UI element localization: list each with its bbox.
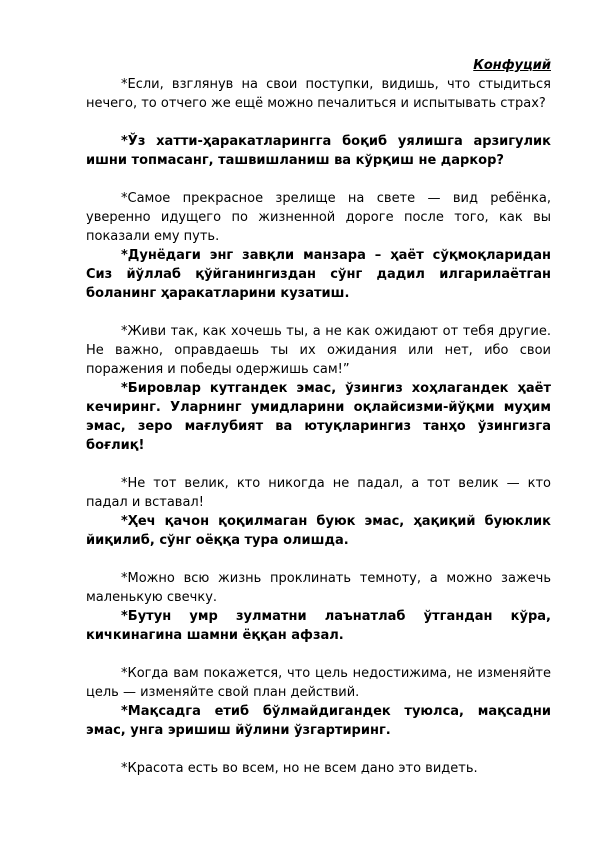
spacer — [86, 740, 551, 759]
quote-5-russian: *Можно всю жизнь проклинать темноту, а можно зажечь маленькую свечку. — [86, 571, 551, 605]
spacer — [86, 113, 551, 132]
spacer — [86, 550, 551, 569]
author-heading: Конфуций — [473, 58, 551, 73]
spacer — [86, 170, 551, 189]
quote-4-russian: *Не тот велик, кто никогда не падал, а тот велик — кто падал и вставал! — [86, 476, 551, 510]
quote-1-uzbek: *Ўз хатти-ҳаракатларингга боқиб уялишга арзигулик ишни топмасанг, ташвишланиш ва кўрқиш не даркор? — [86, 134, 551, 168]
quote-6-uzbek: *Мақсадга етиб бўлмайдигандек туюлса, мақсадни эмас, унга эришиш йўлини ўзгартиринг. — [86, 704, 551, 738]
document-page — [86, 56, 551, 778]
quote-3-russian: *Живи так, как хочешь ты, а не как ожидают от тебя другие. Не важно, оправдаешь ты их ожидания или нет, ибо свои поражения и победы одержишь сам!” — [86, 324, 551, 377]
quote-2-russian: *Самое прекрасное зрелище на свете — вид ребёнка, уверенно идущего по жизненной дороге после того, как вы показали ему путь. — [86, 191, 551, 244]
quote-3-uzbek: *Бировлар кутгандек эмас, ўзингиз хоҳлагандек ҳаёт кечиринг. Уларнинг умидларини оқлайсизми-йўқми муҳим эмас, зеро мағлубият ва ютуқларингиз танҳо ўзингизга боғлиқ! — [86, 381, 551, 453]
quote-7-russian: *Красота есть во всем, но не всем дано это видеть. — [121, 761, 478, 776]
quote-1-russian: *Если, взглянув на свои поступки, видишь, что стыдиться нечего, то отчего же ещё можно печалиться и испытывать страх? — [86, 77, 551, 111]
quote-5-uzbek: *Бутун умр зулматни лаънатлаб ўтгандан кўра, кичкинагина шамни ёққан афзал. — [86, 609, 551, 643]
quote-4-uzbek: *Ҳеч қачон қоқилмаган буюк эмас, ҳақиқий буюклик йиқилиб, сўнг оёққа тура олишда. — [86, 514, 551, 548]
quote-6-russian: *Когда вам покажется, что цель недостижима, не изменяйте цель — изменяйте свой план действий. — [86, 666, 551, 700]
spacer — [86, 303, 551, 322]
spacer — [86, 645, 551, 664]
quote-2-uzbek: *Дунёдаги энг завқли манзара – ҳаёт сўқмоқларидан Сиз йўллаб қўйганингиздан сўнг дадил илгарилаётган боланинг ҳаракатларини кузатиш. — [86, 248, 551, 301]
spacer — [86, 455, 551, 474]
